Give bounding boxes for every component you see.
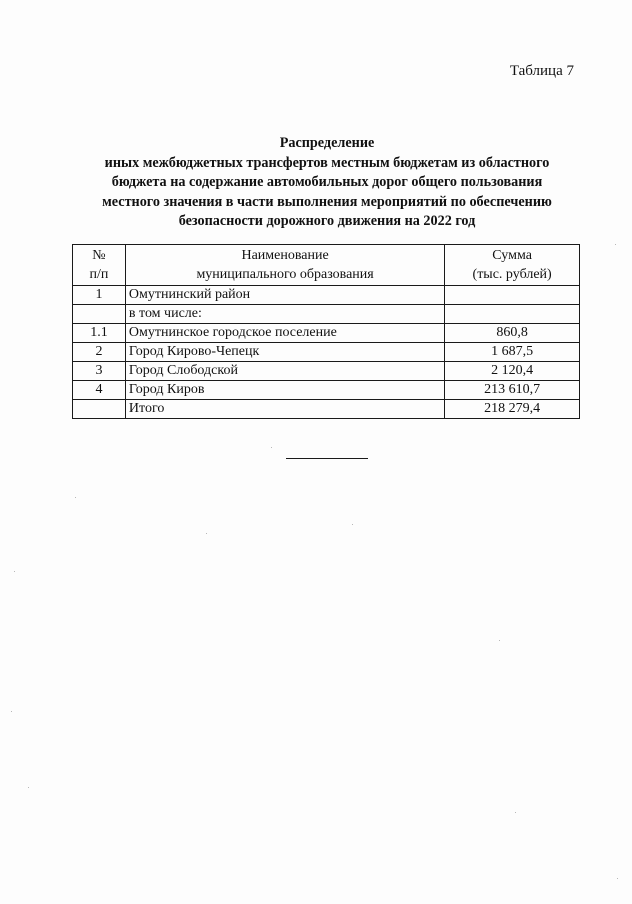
- column-header-text: п/п: [89, 267, 109, 282]
- municipality-name-cell: Город Киров: [125, 381, 444, 400]
- document-heading: [72, 134, 582, 232]
- sum-cell: 860,8: [445, 324, 580, 343]
- scan-speck: [615, 244, 616, 245]
- table-row: [73, 343, 580, 362]
- scan-speck: [14, 571, 15, 572]
- column-header-name: [125, 245, 444, 286]
- row-number-cell: [73, 400, 126, 419]
- sum-cell: [445, 286, 580, 305]
- municipality-name-cell: Город Слободской: [125, 362, 444, 381]
- table-body: [73, 286, 580, 419]
- row-number-cell: 1.1: [73, 324, 126, 343]
- table-row: [73, 305, 580, 324]
- end-divider-line: [286, 458, 368, 459]
- column-header-number: [73, 245, 126, 286]
- column-header-text: №: [92, 248, 106, 263]
- table-header: [73, 245, 580, 286]
- scan-speck: [515, 812, 516, 813]
- row-number-cell: 1: [73, 286, 126, 305]
- municipality-name-cell: Омутнинский район: [125, 286, 444, 305]
- row-number-cell: 4: [73, 381, 126, 400]
- row-number-cell: 2: [73, 343, 126, 362]
- column-header-text: Наименование: [241, 248, 329, 263]
- table-row: [73, 324, 580, 343]
- sum-cell: [445, 305, 580, 324]
- table-number-label: Таблица 7: [509, 63, 574, 79]
- heading-line: безопасности дорожного движения на 2022 год: [178, 213, 476, 229]
- column-header-text: Сумма: [492, 248, 532, 263]
- heading-line: бюджета на содержание автомобильных дорог общего пользования: [111, 174, 543, 190]
- table-row: [73, 286, 580, 305]
- scan-speck: [617, 878, 618, 879]
- scan-speck: [206, 533, 207, 534]
- heading-line: иных межбюджетных трансфертов местным бюджетам из областного: [104, 154, 550, 171]
- distribution-table: [72, 244, 580, 419]
- scan-speck: [499, 640, 500, 641]
- municipality-name-cell: Омутнинское городское поселение: [125, 324, 444, 343]
- row-number-cell: [73, 305, 126, 324]
- column-header-sum: [445, 245, 580, 286]
- total-sum-cell: 218 279,4: [445, 400, 580, 419]
- total-label-cell: Итого: [125, 400, 444, 419]
- row-number-cell: 3: [73, 362, 126, 381]
- scan-speck: [11, 711, 12, 712]
- scan-speck: [75, 497, 76, 498]
- table-total-row: [73, 400, 580, 419]
- sum-cell: 2 120,4: [445, 362, 580, 381]
- municipality-name-cell: Город Кирово-Чепецк: [125, 343, 444, 362]
- heading-line: Распределение: [279, 135, 375, 151]
- heading-line: местного значения в части выполнения мероприятий по обеспечению: [102, 193, 552, 210]
- sum-cell: 1 687,5: [445, 343, 580, 362]
- table-header-row: [73, 245, 580, 286]
- table-row: [73, 362, 580, 381]
- table-row: [73, 381, 580, 400]
- scan-speck: [352, 524, 353, 525]
- column-header-text: муниципального образования: [196, 267, 374, 282]
- municipality-name-cell: в том числе:: [125, 305, 444, 324]
- column-header-text: (тыс. рублей): [472, 267, 552, 282]
- sum-cell: 213 610,7: [445, 381, 580, 400]
- scan-speck: [271, 447, 272, 448]
- scan-speck: [28, 787, 29, 788]
